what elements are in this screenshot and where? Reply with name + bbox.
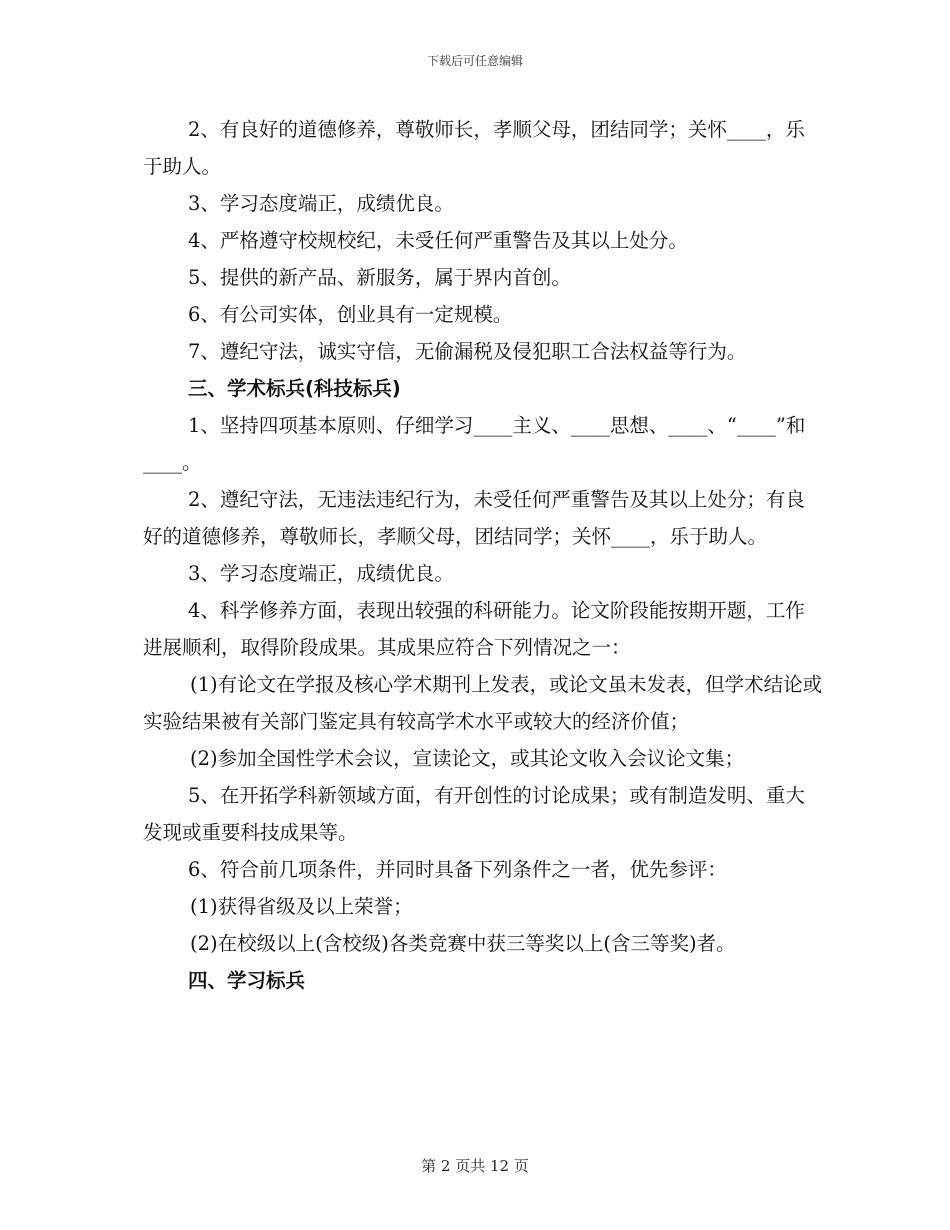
section-heading: 四、学习标兵 xyxy=(188,969,306,992)
page-header: 下载后可任意编辑 xyxy=(426,54,523,68)
paragraph: 4、严格遵守校规校纪，未受任何严重警告及其以上处分。 xyxy=(188,229,688,252)
sub-paragraph: (1)获得省级及以上荣誉； xyxy=(190,895,413,918)
paragraph: 4、科学修养方面，表现出较强的科研能力。论文阶段能按期开题，工作进展顺利，取得阶段成果。其成果应符合下列情况之一： xyxy=(143,599,805,659)
paragraph: 3、学习态度端正，成绩优良。 xyxy=(188,192,454,215)
paragraph: 5、提供的新产品、新服务，属于界内首创。 xyxy=(188,266,571,289)
paragraph: 1、坚持四项基本原则、仔细学习____主义、____思想、____、“____”和____。 xyxy=(143,414,806,474)
paragraph: 2、遵纪守法，无违法违纪行为，未受任何严重警告及其以上处分；有良好的道德修养，尊敬师长，孝顺父母，团结同学；关怀____，乐于助人。 xyxy=(143,488,805,548)
sub-paragraph: (2)参加全国性学术会议，宣读论文，或其论文收入会议论文集； xyxy=(190,747,745,770)
document-body xyxy=(143,111,823,999)
section-heading: 三、学术标兵(科技标兵) xyxy=(188,377,401,400)
sub-paragraph: (1)有论文在学报及核心学术期刊上发表，或论文虽未发表，但学术结论或实验结果被有关部门鉴定具有较高学术水平或较大的经济价值； xyxy=(143,673,823,733)
paragraph: 6、符合前几项条件，并同时具备下列条件之一者，优先参评： xyxy=(188,858,727,881)
paragraph: 2、有良好的道德修养，尊敬师长，孝顺父母，团结同学；关怀____，乐于助人。 xyxy=(143,118,805,178)
page-footer: 第 2 页共 12 页 xyxy=(421,1157,529,1175)
sub-paragraph: (2)在校级以上(含校级)各类竞赛中获三等奖以上(含三等奖)者。 xyxy=(190,932,736,955)
paragraph: 7、遵纪守法，诚实守信，无偷漏税及侵犯职工合法权益等行为。 xyxy=(188,340,747,363)
paragraph: 5、在开拓学科新领域方面，有开创性的讨论成果；或有制造发明、重大发现或重要科技成果等。 xyxy=(143,784,805,844)
paragraph: 6、有公司实体，创业具有一定规模。 xyxy=(188,303,513,326)
paragraph: 3、学习态度端正，成绩优良。 xyxy=(188,562,454,585)
